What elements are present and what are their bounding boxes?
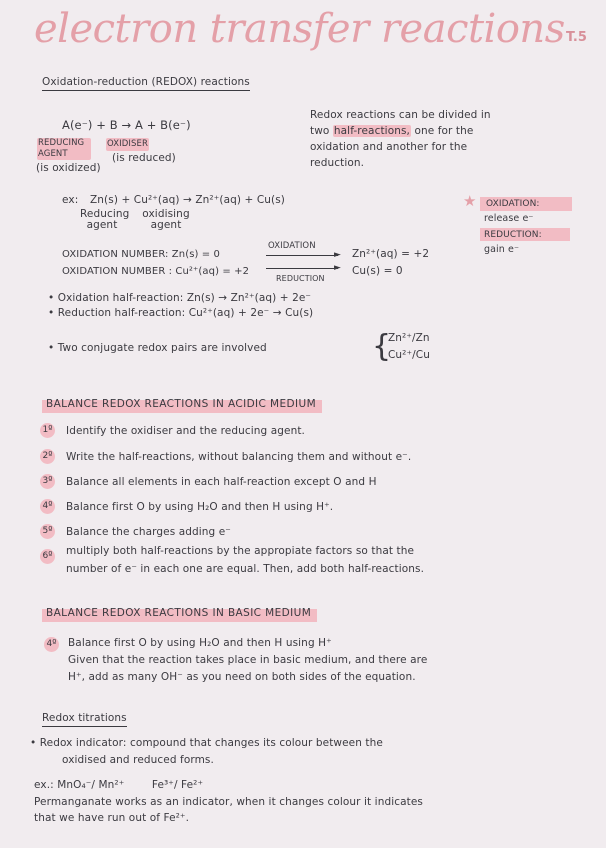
redox-titrations-heading: Redox titrations [42,712,127,727]
step-3-text: Balance all elements in each half-reaction except O and H [66,476,377,488]
reduction-arrowhead: ► [334,263,342,273]
reducing-agent-label: REDUCING AGENT [37,138,91,160]
is-oxidized-label: (is oxidized) [36,162,101,174]
section-heading-redox: Oxidation-reduction (REDOX) reactions [42,76,250,91]
acidic-medium-heading: BALANCE REDOX REACTIONS IN ACIDIC MEDIUM [46,398,317,410]
conjugate-pair-zn: Zn²⁺/Zn [388,332,430,344]
step-4-text: Balance first O by using H₂O and then H using H⁺. [66,501,334,513]
redox-note-line-3: oxidation and another for the [310,141,468,153]
step-6-text: multiply both half-reactions by the appropiate factors so that the [66,545,415,557]
example-reducing-agent: Reducing agent [80,208,130,231]
page-title: electron transfer reactions [34,6,565,52]
titrations-example: ex.: MnO₄⁻/ Mn²⁺ Fe³⁺/ Fe²⁺ [34,779,204,791]
page-number: T.5 [566,30,587,45]
titrations-line-2: oxidised and reduced forms. [62,754,214,766]
oxidation-arrowhead: ► [334,250,342,260]
oxidation-arrow [266,255,338,256]
step-6-number: 6º [40,549,55,564]
general-equation: A(e⁻) + B → A + B(e⁻) [62,118,191,132]
reduction-arrow [266,268,338,269]
oxidiser-label: OXIDISER [107,139,149,149]
basic-step-number: 4º [44,637,59,652]
step-1-number: 1º [40,423,55,438]
redox-note-line-1: Redox reactions can be divided in [310,109,491,121]
summary-reduction: REDUCTION: [484,230,542,240]
example-equation: Zn(s) + Cu²⁺(aq) → Zn²⁺(aq) + Cu(s) [90,194,286,206]
conjugate-pairs-brace: { [372,329,392,364]
oxidation-number-cu: OXIDATION NUMBER : Cu²⁺(aq) = +2 [62,266,250,277]
redox-note-one-for: one for the [414,125,474,137]
redox-note-line-4: reduction. [310,157,365,169]
example-oxidising-agent: oxidising agent [142,208,190,231]
star-icon: ★ [463,192,477,210]
step-3-number: 3º [40,474,55,489]
step-4-number: 4º [40,499,55,514]
step-2-text: Write the half-reactions, without balancing them and without e⁻. [66,451,412,463]
conjugate-pair-cu: Cu²⁺/Cu [388,349,430,361]
redox-note-half-reactions: half-reactions, [333,125,410,137]
step-5-text: Balance the charges adding e⁻ [66,526,231,538]
step-6-continued: number of e⁻ in each one are equal. Then, add both half-reactions. [66,563,425,575]
oxidation-arrow-label: OXIDATION [268,241,316,251]
reduction-half-reaction: • Reduction half-reaction: Cu²⁺(aq) + 2e⁻ → Cu(s) [48,307,314,319]
titrations-line-4: that we have run out of Fe²⁺. [34,812,190,824]
is-reduced-label: (is reduced) [112,152,176,164]
redox-note-line-2 [310,125,473,138]
reduction-arrow-label: REDUCTION [276,274,325,283]
redox-note-two: two [310,125,330,137]
step-5-number: 5º [40,524,55,539]
summary-oxidation: OXIDATION: [486,199,540,209]
titrations-line-3: Permanganate works as an indicator, when it changes colour it indicates [34,796,423,808]
step-1-text: Identify the oxidiser and the reducing agent. [66,425,305,437]
basic-line-1: Balance first O by using H₂O and then H using H⁺ [68,637,332,649]
oxidation-result-zn: Zn²⁺(aq) = +2 [352,248,430,260]
example-label: ex: [62,194,79,206]
basic-line-3: H⁺, add as many OH⁻ as you need on both sides of the equation. [68,671,416,683]
oxidation-reduction-summary [480,197,575,259]
summary-release: release e⁻ [484,213,534,224]
oxidation-number-zn: OXIDATION NUMBER: Zn(s) = 0 [62,249,221,260]
basic-line-2: Given that the reaction takes place in basic medium, and there are [68,654,428,666]
basic-medium-heading: BALANCE REDOX REACTIONS IN BASIC MEDIUM [46,607,312,619]
reduction-result-cu: Cu(s) = 0 [352,265,403,277]
titrations-line-1: • Redox indicator: compound that changes its colour between the [30,737,383,749]
step-2-number: 2º [40,449,55,464]
conjugate-pairs-text: • Two conjugate redox pairs are involved [48,342,267,354]
summary-gain: gain e⁻ [484,244,520,255]
oxidation-half-reaction: • Oxidation half-reaction: Zn(s) → Zn²⁺(aq) + 2e⁻ [48,292,312,304]
